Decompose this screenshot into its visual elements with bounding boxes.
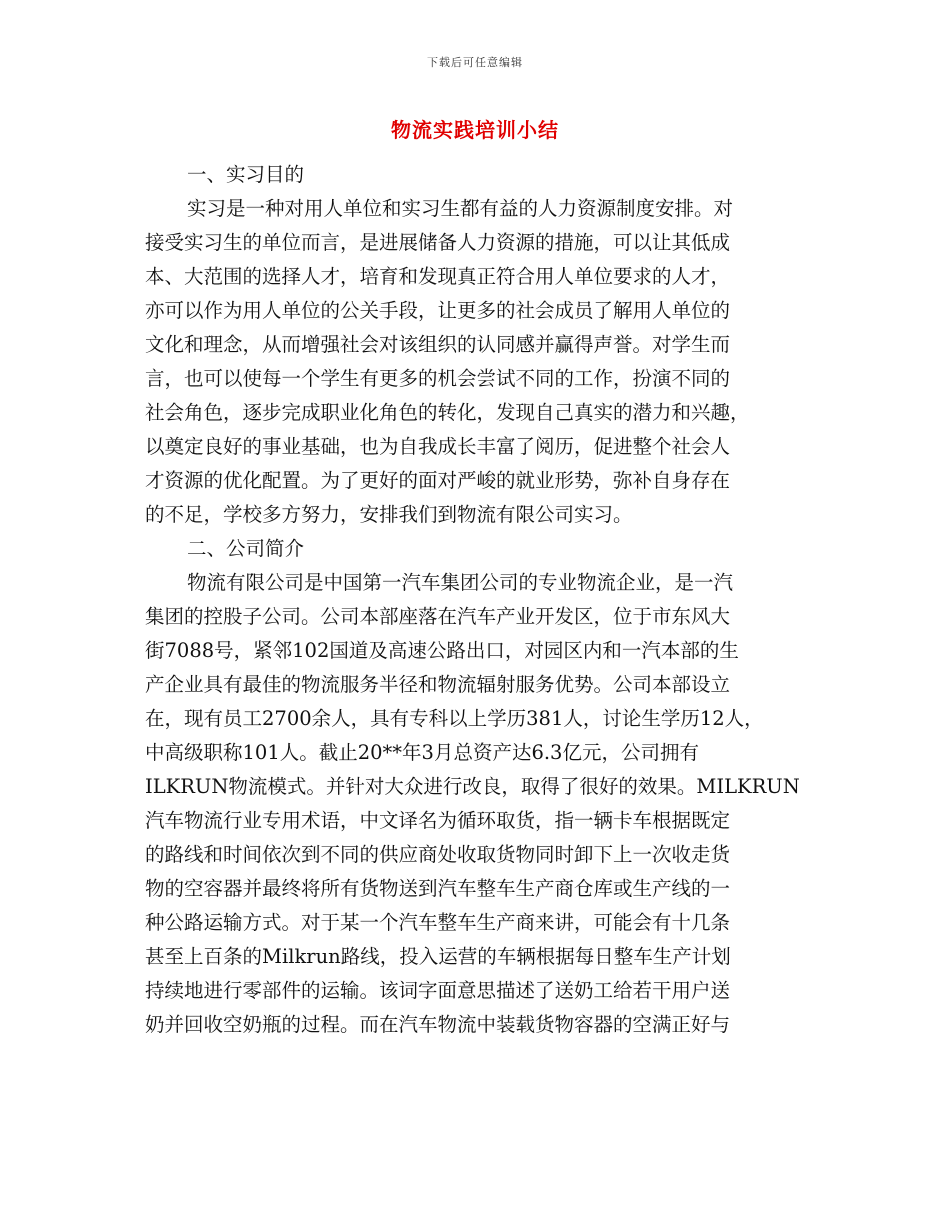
text-line: 甚至上百条的Milkrun路线，投入运营的车辆根据每日整车生产计划 — [145, 945, 731, 968]
text-line: 集团的控股子公司。公司本部座落在汽车产业开发区，位于市东风大 — [145, 605, 731, 628]
text-line: 产企业具有最佳的物流服务半径和物流辐射服务优势。公司本部设立 — [145, 673, 731, 696]
text-line: 才资源的优化配置。为了更好的面对严峻的就业形势，弥补自身存在 — [145, 469, 731, 492]
text-line: 奶并回收空奶瓶的过程。而在汽车物流中装载货物容器的空满正好与 — [145, 1013, 731, 1036]
text-line: 汽车物流行业专用术语，中文译名为循环取货，指一辆卡车根据既定 — [145, 809, 731, 832]
text-line: 的路线和时间依次到不同的供应商处收取货物同时卸下上一次收走货 — [145, 843, 731, 866]
text-line: 街7088号，紧邻102国道及高速公路出口，对园区内和一汽本部的生 — [145, 639, 739, 662]
text-line: 的不足，学校多方努力，安排我们到物流有限公司实习。 — [145, 503, 633, 526]
text-line: 一、实习目的 — [187, 163, 305, 186]
text-line: 二、公司简介 — [187, 537, 305, 560]
text-line: ILKRUN物流模式。并针对大众进行改良，取得了很好的效果。MILKRUN — [145, 775, 800, 798]
text-line: 言，也可以使每一个学生有更多的机会尝试不同的工作，扮演不同的 — [145, 367, 731, 390]
text-line: 物的空容器并最终将所有货物送到汽车整车生产商仓库或生产线的一 — [145, 877, 731, 900]
text-line: 在，现有员工2700余人，具有专科以上学历381人，讨论生学历12人， — [145, 707, 764, 730]
text-line: 种公路运输方式。对于某一个汽车整车生产商来讲，可能会有十几条 — [145, 911, 731, 934]
text-line: 中高级职称101人。截止20**年3月总资产达6.3亿元，公司拥有 — [145, 741, 699, 764]
text-line: 文化和理念，从而增强社会对该组织的认同感并赢得声誉。对学生而 — [145, 333, 731, 356]
text-line: 物流有限公司是中国第一汽车集团公司的专业物流企业，是一汽 — [187, 571, 734, 594]
document-body — [145, 158, 810, 1042]
text-line: 社会角色，逐步完成职业化角色的转化，发现自己真实的潜力和兴趣， — [145, 401, 750, 424]
text-line: 本、大范围的选择人才，培育和发现真正符合用人单位要求的人才， — [145, 265, 731, 288]
page-header: 下载后可任意编辑 — [427, 56, 523, 69]
text-line: 持续地进行零部件的运输。该词字面意思描述了送奶工给若干用户送 — [145, 979, 731, 1002]
text-line: 亦可以作为用人单位的公关手段，让更多的社会成员了解用人单位的 — [145, 299, 731, 322]
text-line: 接受实习生的单位而言，是进展储备人力资源的措施，可以让其低成 — [145, 231, 731, 254]
document-title: 物流实践培训小结 — [391, 118, 559, 142]
text-line: 以奠定良好的事业基础，也为自我成长丰富了阅历，促进整个社会人 — [145, 435, 731, 458]
text-line: 实习是一种对用人单位和实习生都有益的人力资源制度安排。对 — [187, 197, 734, 220]
